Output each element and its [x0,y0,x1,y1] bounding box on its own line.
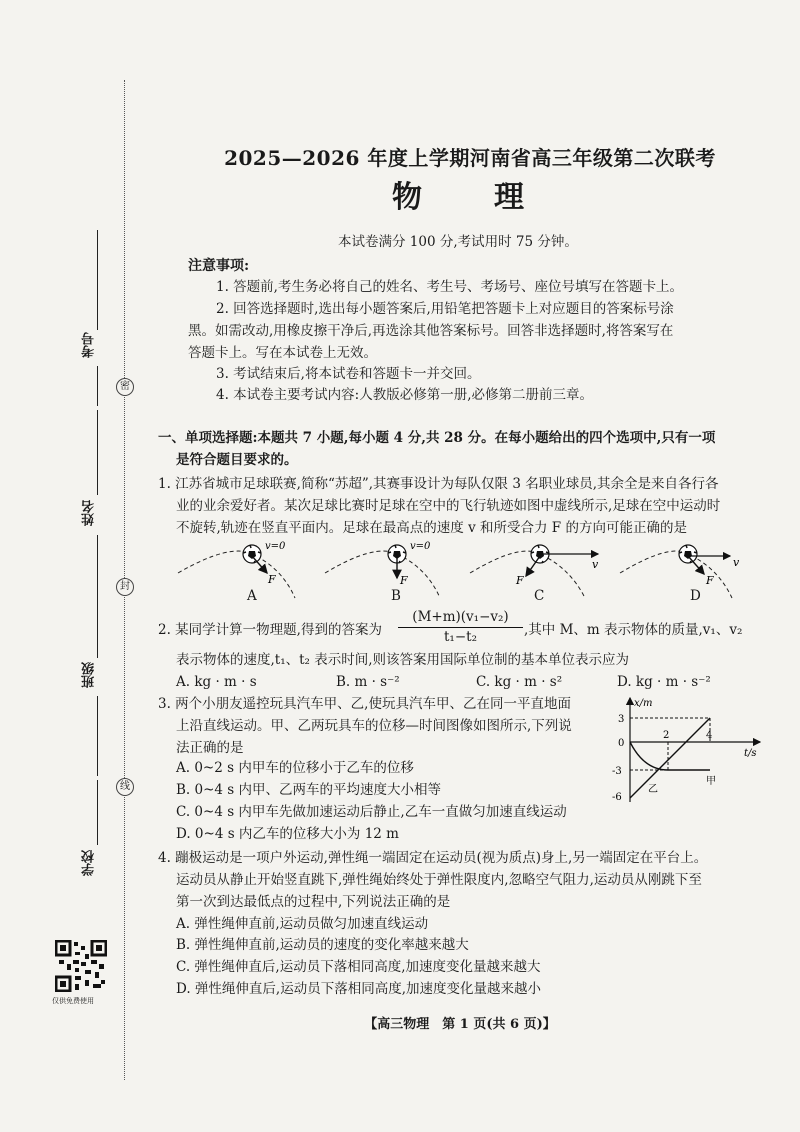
seal-mi: 密 [116,378,134,396]
margin-label-school: 学校 [82,850,97,876]
q1-a-velocity-label: v=0 [265,541,286,552]
q1-option-b: B [391,588,401,604]
q3-tick-x-2: 2 [663,730,670,741]
q1-option-a: A [247,588,257,604]
q3-line-yi [630,718,713,798]
notice-line-6: 4. 本试卷主要考试内容:人教版必修第一册,必修第二册前三章。 [216,387,594,403]
section1-heading-line2: 是符合题目要求的。 [176,452,298,468]
seal-xian: 线 [116,778,134,796]
exam-number-line [97,230,98,330]
exam-title: 2025—2026 年度上学期河南省高三年级第二次联考 [224,146,716,170]
q2-stem-line2: 表示物体的速度,t₁、t₂ 表示时间,则该答案用国际单位制的基本单位表示应为 [176,652,630,668]
name-line-2 [97,535,98,610]
notice-line-1: 1. 答题前,考生务必将自己的姓名、考生号、考场号、座位号填写在答题卡上。 [216,279,683,295]
page-footer: 【高三物理 第 1 页(共 6 页)】 [364,1017,556,1032]
q1-option-c: C [534,588,545,604]
seal-feng: 封 [116,578,134,596]
q1-stem-line1: 1. 江苏省城市足球联赛,简称“苏超”,其赛事设计为每队仅限 3 名职业球员,其余全是来自各行各 [158,476,719,492]
school-line [97,780,98,845]
class-line [97,600,98,658]
q1-option-d: D [690,588,701,604]
name-line [97,410,98,495]
q3-option-c: C. 0~4 s 内甲车先做加速运动后静止,乙车一直做匀加速直线运动 [176,804,567,820]
notice-line-4: 答题卡上。写在本试卷上无效。 [188,345,377,361]
qr-code-icon [55,940,107,992]
section1-heading-line1: 一、单项选择题:本题共 7 小题,每小题 4 分,共 28 分。在每小题给出的四个选项中,只有一项 [158,430,716,446]
q4-option-b: B. 弹性绳伸直前,运动员的速度的变化率越来越大 [176,937,469,953]
q3-tick-y-3: 3 [618,714,625,725]
q1-option-d-figure [620,545,740,598]
q1-figure [170,538,770,608]
q2-option-c: C. kg · m · s² [476,674,563,690]
q1-c-force-label: F [516,574,524,587]
q1-a-force-label: F [268,573,276,586]
notice-line-5: 3. 考试结束后,将本试卷和答题卡一并交回。 [216,366,481,382]
subject-title: 物 理 [392,180,528,215]
q3-label-yi: 乙 [648,784,658,795]
q3-xt-graph [610,694,770,806]
margin-label-exam-number: 考号 [82,332,97,358]
q1-d-force-label: F [706,574,714,587]
q3-tick-y-neg3: -3 [612,766,622,777]
q2-fraction [398,608,523,647]
q2-denominator: t₁−t₂ [444,629,477,645]
q2-numerator: (M+m)(v₁−v₂) [398,608,523,628]
notice-line-2: 2. 回答选择题时,选出每小题答案后,用铅笔把答题卡上对应题目的答案标号涂 [216,301,674,317]
q3-x-axis-label: t/s [744,748,757,759]
margin-label-class: 班级 [82,662,97,688]
exam-info: 本试卷满分 100 分,考试用时 75 分钟。 [338,234,578,250]
q4-stem-line2: 运动员从静止开始竖直跳下,弹性绳始终处于弹性限度内,忽略空气阻力,运动员从刚跳下至 [176,872,702,888]
q2-option-d: D. kg · m · s⁻² [617,674,711,690]
q1-b-force-label: F [400,574,408,587]
q4-option-a: A. 弹性绳伸直前,运动员做匀加速直线运动 [176,916,429,932]
q1-option-b-figure [325,541,440,598]
q3-curve-jia [630,742,710,770]
q3-tick-y-0: 0 [618,738,625,749]
notice-heading: 注意事项: [188,258,250,274]
q3-option-a: A. 0~2 s 内甲车的位移小于乙车的位移 [176,760,414,776]
q4-option-d: D. 弹性绳伸直后,运动员下落相同高度,加速度变化量越来越小 [176,981,542,997]
q3-stem-line3: 法正确的是 [176,740,244,756]
notice-line-3: 黑。如需改动,用橡皮擦干净后,再选涂其他答案标号。回答非选择题时,将答案写在 [188,323,674,339]
q3-tick-y-neg6: -6 [612,792,622,803]
margin-label-name: 姓名 [82,500,97,526]
q1-stem-line3: 不旋转,轨迹在竖直平面内。足球在最高点的速度 v 和所受合力 F 的方向可能正确的是 [176,520,687,536]
qr-caption: 仅供免费使用 [52,997,94,1005]
q1-d-velocity-label: v [733,556,740,569]
q1-option-a-figure [178,541,295,598]
q4-option-c: C. 弹性绳伸直后,运动员下落相同高度,加速度变化量越来越大 [176,959,541,975]
q3-stem-line2: 上沿直线运动。甲、乙两玩具车的位移—时间图像如图所示,下列说 [176,718,572,734]
class-line-2 [97,696,98,776]
q2-stem-post: ,其中 M、m 表示物体的质量,v₁、v₂ [524,622,743,638]
q4-stem-line3: 第一次到达最低点的过程中,下列说法正确的是 [176,894,451,910]
q4-stem-line1: 4. 蹦极运动是一项户外运动,弹性绳一端固定在运动员(视为质点)身上,另一端固定在平台上。 [158,850,708,866]
exam-number-line-2 [97,366,98,406]
q3-label-jia: 甲 [706,776,716,787]
q1-b-velocity-label: v=0 [410,541,431,552]
q3-option-b: B. 0~4 s 内甲、乙两车的平均速度大小相等 [176,782,442,798]
q3-stem-line1: 3. 两个小朋友遥控玩具汽车甲、乙,使玩具汽车甲、乙在同一平直地面 [158,696,571,712]
q1-c-velocity-label: v [592,558,599,571]
q2-option-b: B. m · s⁻² [336,674,400,690]
q2-stem-pre: 2. 某同学计算一物理题,得到的答案为 [158,622,382,638]
q3-tick-x-4: 4 [706,730,713,741]
q2-option-a: A. kg · m · s [176,674,257,690]
q3-y-axis-label: x/m [634,698,653,709]
q1-stem-line2: 业的业余爱好者。某次足球比赛时足球在空中的飞行轨迹如图中虚线所示,足球在空中运动时 [176,498,721,514]
q3-option-d: D. 0~4 s 内乙车的位移大小为 12 m [176,826,399,842]
